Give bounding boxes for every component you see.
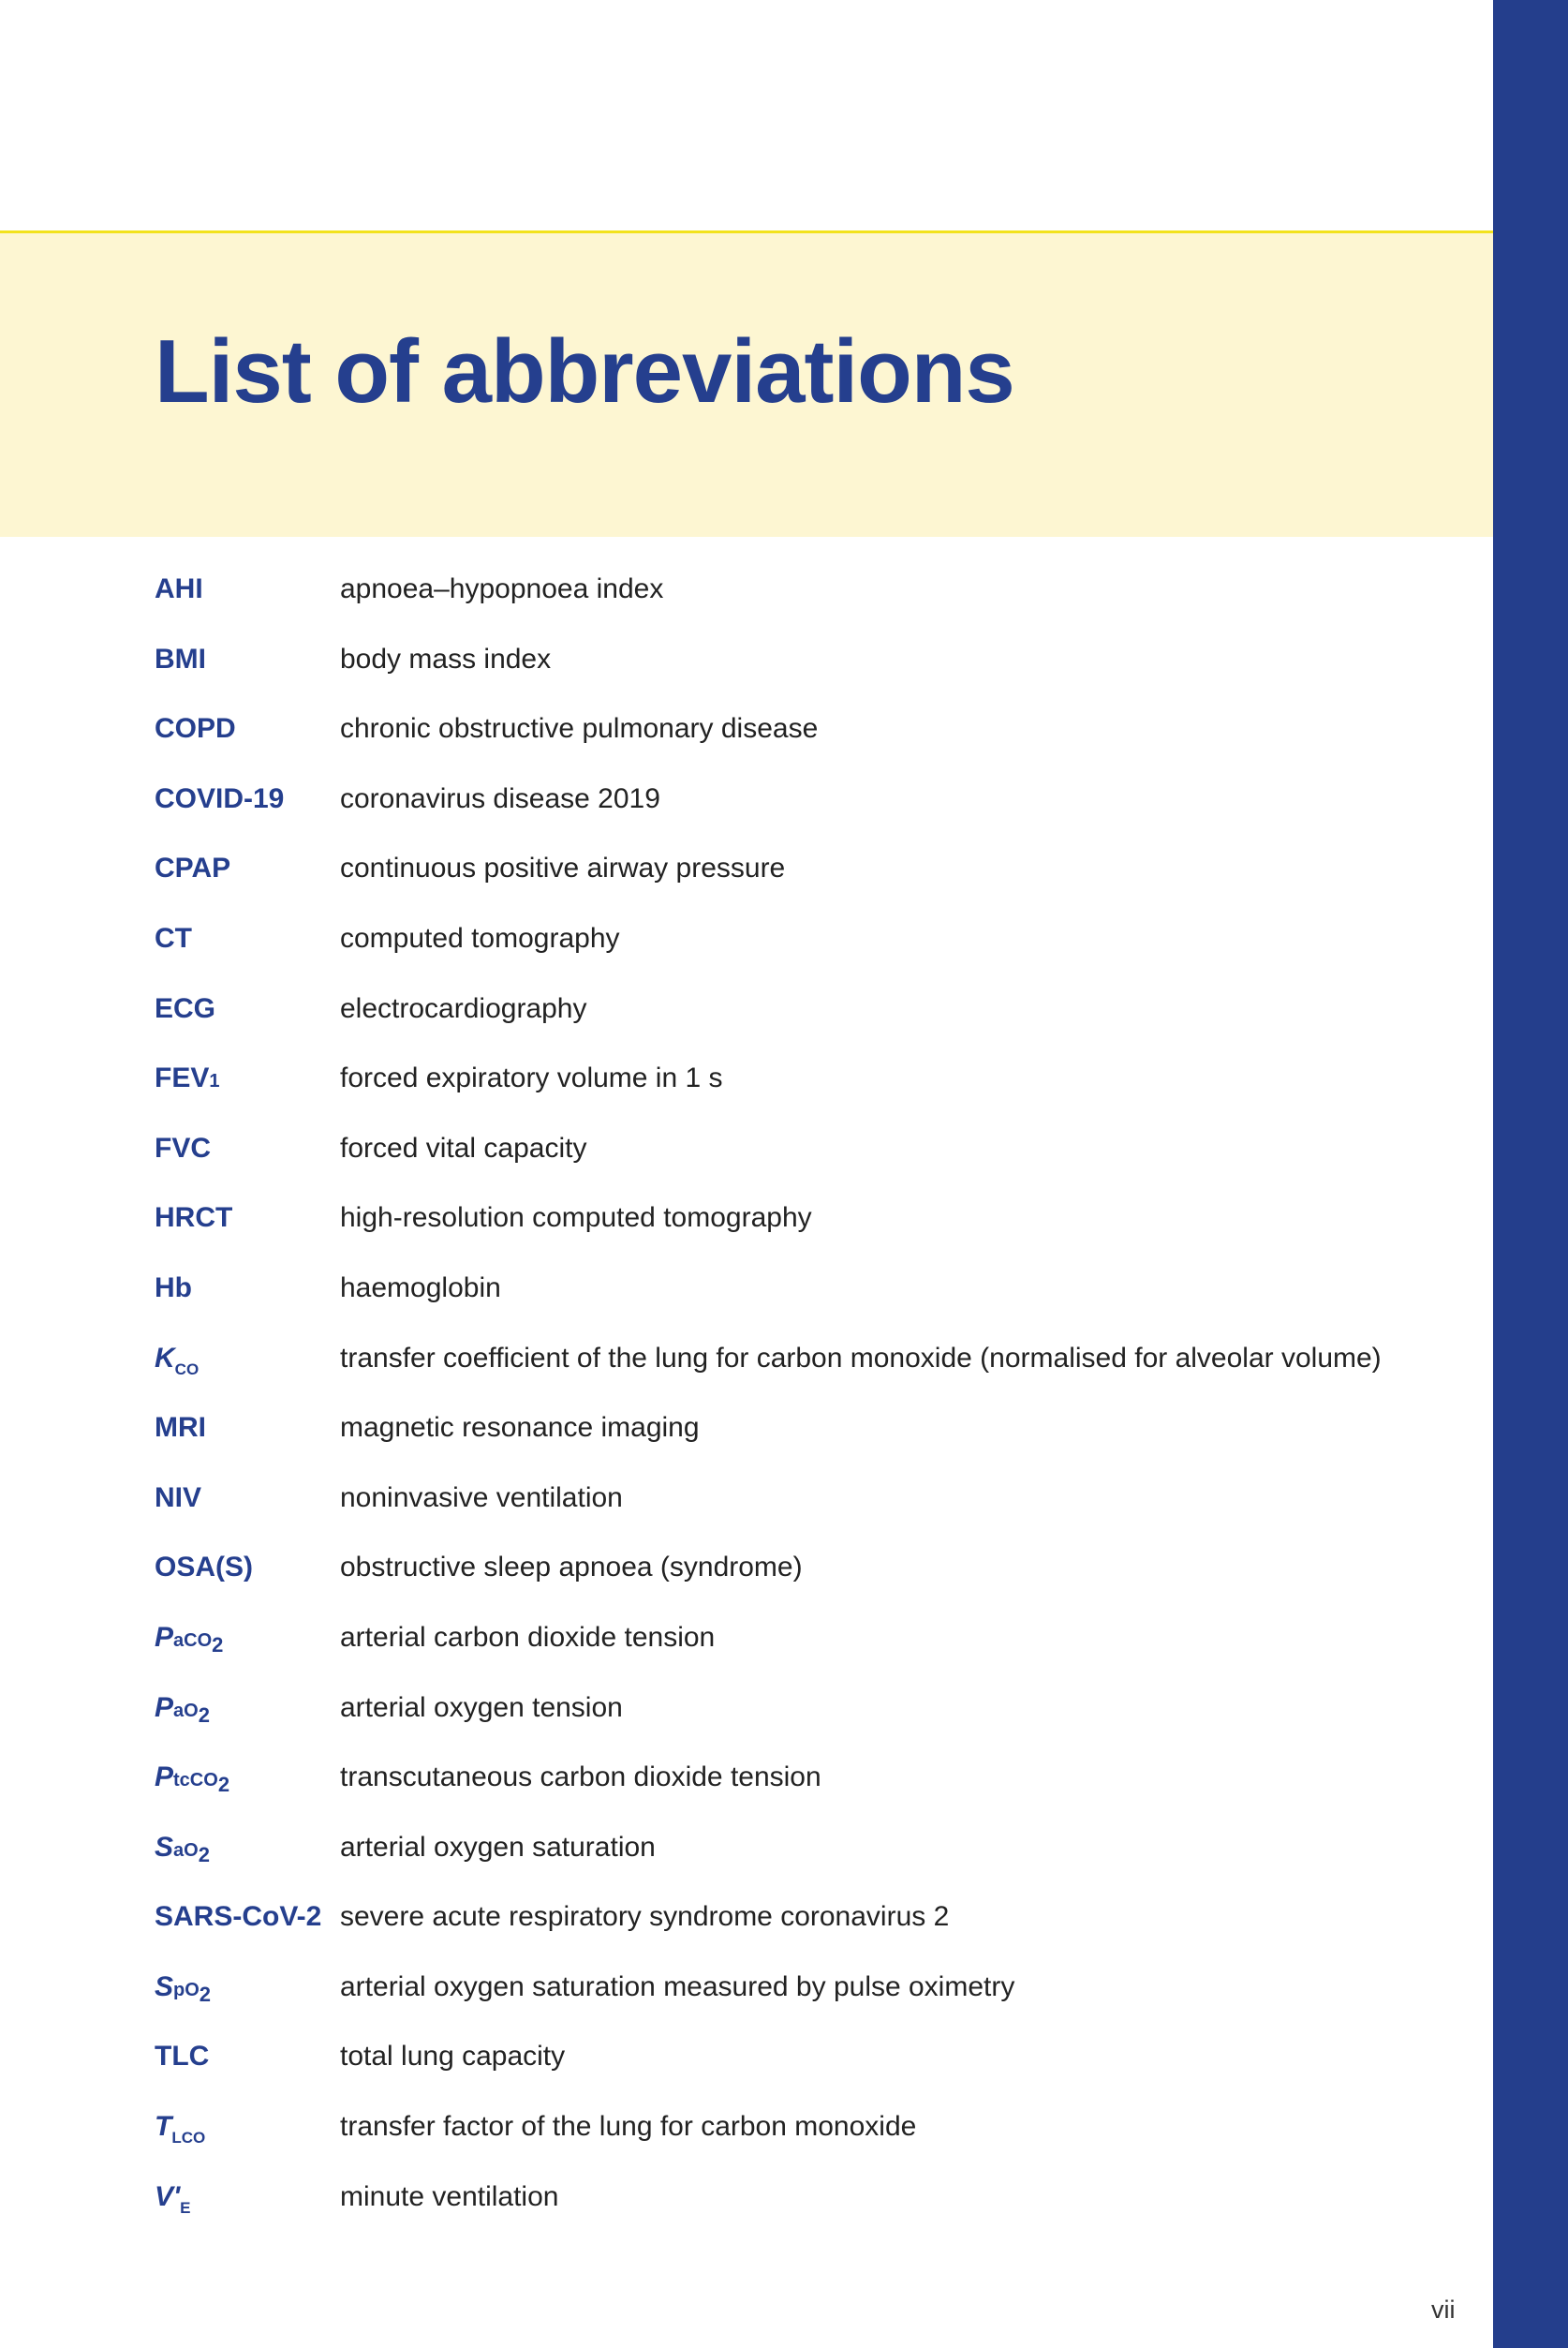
abbreviation-row [155,1412,1466,1482]
abbreviation-term [155,1342,340,1378]
abbreviation-term: COVID-19 [155,782,285,814]
abbreviation-definition: chronic obstructive pulmonary disease [340,713,819,745]
abbreviation-term: BMI [155,643,206,675]
abbreviation-definition: noninvasive ventilation [340,1481,623,1513]
term-subscript: CO [174,1360,200,1378]
abbreviation-row [155,644,1466,714]
abbreviation-definition: transfer coefficient of the lung for carbon monoxide (normalised for alveolar volume) [340,1342,1382,1374]
abbreviation-definition: haemoglobin [340,1271,501,1303]
abbreviation-term: SARS-CoV-2 [155,1901,322,1933]
abbreviation-definition: magnetic resonance imaging [340,1412,700,1444]
term-subscript-2: 2 [198,1842,210,1866]
abbreviation-term: MRI [155,1412,206,1444]
abbreviation-row [155,1202,1466,1272]
title-band [0,230,1493,537]
side-color-bar [1493,0,1568,2348]
abbreviation-definition: forced vital capacity [340,1132,587,1164]
abbreviation-row [155,713,1466,783]
abbreviation-term [155,2111,340,2147]
abbreviation-row [155,993,1466,1063]
term-subscript-2: 2 [198,1702,210,1727]
abbreviation-row [155,923,1466,993]
abbreviation-term: HRCT [155,1202,233,1234]
abbreviation-row [155,2111,1466,2181]
abbreviation-definition: computed tomography [340,922,620,954]
abbreviation-term: CT [155,922,192,954]
term-subscript: pO [173,1979,200,2000]
abbreviation-row [155,1622,1466,1692]
abbreviation-term: NIV [155,1481,202,1513]
term-main: FEV [155,1063,210,1094]
term-subscript: 1 [209,1071,220,1092]
term-main: S [155,1970,174,2002]
abbreviation-row [155,1832,1466,1902]
term-subscript-2: 2 [212,1632,224,1657]
abbreviation-row [155,1901,1466,1971]
abbreviation-term [155,1063,340,1094]
abbreviation-row [155,1133,1466,1203]
page-number: vii [1431,2296,1456,2324]
abbreviation-row [155,2181,1466,2251]
abbreviation-row [155,1482,1466,1553]
abbreviation-term: ECG [155,992,216,1024]
term-main: K [155,1342,175,1374]
abbreviation-term [155,1832,340,1864]
abbreviation-term: Hb [155,1271,192,1303]
term-subscript: LCO [171,2129,206,2147]
abbreviation-definition: transcutaneous carbon dioxide tension [340,1761,821,1793]
abbreviation-definition: arterial oxygen saturation [340,1831,656,1863]
abbreviation-term: AHI [155,573,203,604]
term-main: T [155,2111,172,2143]
abbreviation-row [155,1971,1466,2042]
term-main: P [155,1761,174,1793]
abbreviation-definition: obstructive sleep apnoea (syndrome) [340,1552,803,1583]
term-main: S [155,1831,174,1863]
abbreviation-definition: coronavirus disease 2019 [340,782,660,814]
abbreviation-definition: severe acute respiratory syndrome coronavirus 2 [340,1901,950,1933]
abbreviation-definition: apnoea–hypopnoea index [340,573,664,604]
abbreviation-row [155,2041,1466,2111]
abbreviation-row [155,1692,1466,1762]
abbreviation-term: COPD [155,713,236,745]
abbreviation-row [155,1552,1466,1622]
term-subscript: aO [173,1700,199,1721]
abbreviation-definition: high-resolution computed tomography [340,1202,812,1234]
term-subscript: aO [173,1839,199,1861]
abbreviation-definition: forced expiratory volume in 1 s [340,1063,723,1094]
term-main: P [155,1691,174,1723]
abbreviation-term [155,1761,340,1797]
abbreviation-term: CPAP [155,853,231,884]
abbreviation-row [155,853,1466,923]
term-subscript: aCO [173,1629,213,1651]
term-subscript-2: 2 [217,1773,230,1797]
page-title: List of abbreviations [155,321,1014,422]
abbreviation-term: TLC [155,2041,210,2073]
abbreviation-row [155,1063,1466,1133]
term-main: V' [155,2180,181,2212]
term-subscript: tcCO [173,1770,218,1791]
abbreviation-term [155,1691,340,1727]
abbreviation-definition: body mass index [340,643,552,675]
abbreviation-definition: electrocardiography [340,992,587,1024]
abbreviation-definition: minute ventilation [340,2180,559,2212]
abbreviation-term [155,1621,340,1657]
abbreviation-definition: arterial carbon dioxide tension [340,1621,716,1653]
abbreviation-row [155,573,1466,644]
abbreviation-row [155,1761,1466,1832]
term-subscript: E [180,2198,191,2217]
abbreviation-term: OSA(S) [155,1552,253,1583]
abbreviation-term [155,2180,340,2217]
abbreviation-row [155,1272,1466,1343]
abbreviation-definition: arterial oxygen saturation measured by pulse oximetry [340,1970,1015,2002]
term-subscript-2: 2 [199,1982,212,2006]
abbreviation-row [155,783,1466,854]
abbreviation-term: FVC [155,1132,211,1164]
term-main: P [155,1621,174,1653]
abbreviation-row [155,1343,1466,1413]
abbreviation-term [155,1970,340,2006]
abbreviation-definition: total lung capacity [340,2041,566,2073]
abbreviation-definition: arterial oxygen tension [340,1691,623,1723]
abbreviation-definition: continuous positive airway pressure [340,853,786,884]
abbreviation-definition: transfer factor of the lung for carbon monoxide [340,2111,917,2143]
abbreviation-list [155,573,1466,2251]
